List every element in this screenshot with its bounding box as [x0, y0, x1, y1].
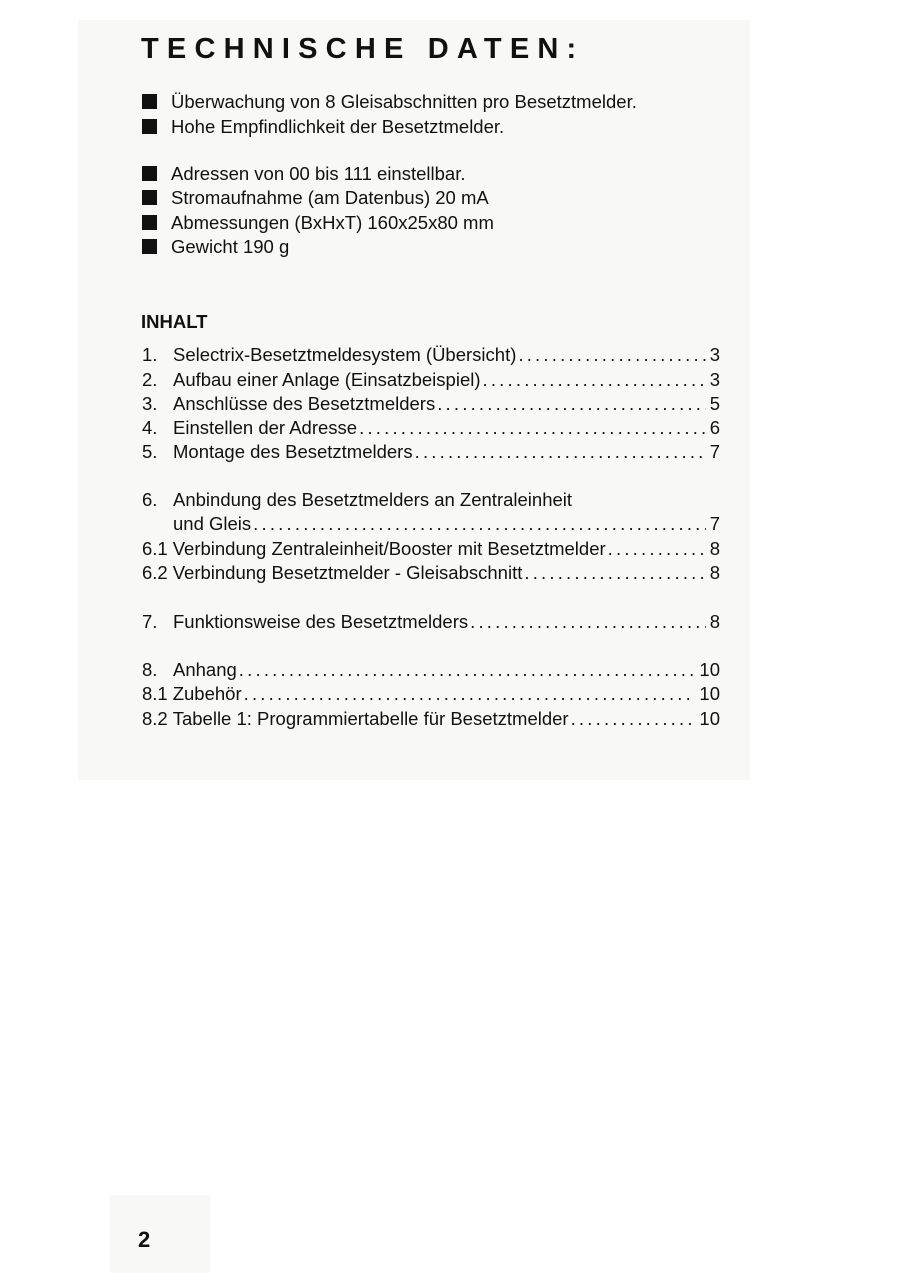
scan-shading-footer — [110, 1195, 210, 1273]
dot-leader — [413, 440, 706, 464]
square-bullet-icon — [142, 119, 157, 134]
spec-text: Stromaufnahme (am Datenbus) 20 mA — [171, 187, 489, 208]
toc-entry — [142, 368, 720, 392]
spec-text: Hohe Empfindlichkeit der Besetztmelder. — [171, 116, 505, 137]
spec-text: Abmessungen (BxHxT) 160x25x80 mm — [171, 212, 494, 233]
square-bullet-icon — [142, 166, 157, 181]
toc-entry — [142, 707, 720, 731]
dot-leader — [481, 368, 706, 392]
spec-item — [142, 236, 289, 258]
toc-entry — [142, 343, 720, 367]
toc-entry-number: 5. — [142, 441, 158, 462]
toc-entry — [142, 610, 720, 634]
spec-item — [142, 91, 637, 113]
spec-text: Adressen von 00 bis 111 einstellbar. — [171, 163, 466, 184]
toc-entry — [142, 488, 720, 512]
spec-text: Überwachung von 8 Gleisabschnitten pro Besetztmelder. — [171, 91, 637, 112]
toc-entry-number: 8.1 — [142, 683, 168, 704]
square-bullet-icon — [142, 215, 157, 230]
toc-entry-page: 7 — [709, 441, 720, 462]
toc-entry-continuation — [142, 512, 720, 536]
toc-entry-page: 5 — [709, 393, 720, 414]
contents-heading: INHALT — [141, 311, 208, 332]
toc-entry-title: Aufbau einer Anlage (Einsatzbeispiel) — [173, 369, 481, 390]
toc-entry-page: 10 — [699, 683, 720, 704]
toc-entry — [142, 561, 720, 585]
toc-entry — [142, 440, 720, 464]
dot-leader — [606, 537, 706, 561]
toc-entry-title: Anschlüsse des Besetztmelders — [173, 393, 436, 414]
toc-entry-title: Verbindung Besetztmelder - Gleisabschnitt — [172, 562, 523, 583]
dot-leader — [242, 682, 696, 706]
toc-entry-title: Funktionsweise des Besetztmelders — [173, 611, 469, 632]
toc-entry-title: Einstellen der Adresse — [173, 417, 358, 438]
toc-entry-title: Selectrix-Besetztmeldesystem (Übersicht) — [173, 344, 517, 365]
toc-entry — [142, 392, 720, 416]
square-bullet-icon — [142, 94, 157, 109]
toc-entry — [142, 658, 720, 682]
toc-entry-number: 6. — [142, 489, 158, 510]
dot-leader — [569, 707, 696, 731]
square-bullet-icon — [142, 190, 157, 205]
spec-item — [142, 187, 489, 209]
toc-entry-page: 10 — [699, 659, 720, 680]
square-bullet-icon — [142, 239, 157, 254]
dot-leader — [237, 658, 696, 682]
toc-entry-page: 8 — [709, 611, 720, 632]
toc-entry-page: 7 — [709, 513, 720, 534]
toc-entry — [142, 682, 720, 706]
toc-entry-page: 3 — [709, 369, 720, 390]
toc-entry-number: 1. — [142, 344, 158, 365]
toc-entry — [142, 537, 720, 561]
toc-entry-title: Anhang — [173, 659, 237, 680]
toc-entry-title-continued: und Gleis — [173, 513, 252, 534]
toc-entry-title: Montage des Besetztmelders — [173, 441, 413, 462]
toc-entry-number: 8. — [142, 659, 158, 680]
toc-entry-title: Zubehör — [172, 683, 242, 704]
page-title: TECHNISCHE DATEN: — [141, 33, 585, 65]
spec-text: Gewicht 190 g — [171, 236, 290, 257]
dot-leader — [357, 416, 706, 440]
toc-entry-title: Tabelle 1: Programmiertabelle für Besetztmelder — [172, 708, 569, 729]
toc-entry-page: 6 — [709, 417, 720, 438]
toc-entry-page: 3 — [709, 344, 720, 365]
dot-leader — [516, 343, 705, 367]
toc-entry-title: Verbindung Zentraleinheit/Booster mit Besetztmelder — [172, 538, 606, 559]
toc-entry-number: 4. — [142, 417, 158, 438]
toc-entry-page: 8 — [709, 562, 720, 583]
toc-entry-page: 10 — [699, 708, 720, 729]
toc-entry-number: 3. — [142, 393, 158, 414]
spec-item — [142, 212, 494, 234]
dot-leader — [251, 512, 706, 536]
toc-entry-title: Anbindung des Besetztmelders an Zentraleinheit — [173, 489, 573, 510]
toc-entry-number: 6.1 — [142, 538, 168, 559]
toc-entry-number: 2. — [142, 369, 158, 390]
spec-item — [142, 163, 465, 185]
spec-item — [142, 116, 504, 138]
dot-leader — [468, 610, 706, 634]
dot-leader — [522, 561, 705, 585]
toc-entry-number: 6.2 — [142, 562, 168, 583]
page-number: 2 — [138, 1227, 151, 1252]
toc-entry-page: 8 — [709, 538, 720, 559]
toc-entry-number: 8.2 — [142, 708, 168, 729]
dot-leader — [435, 392, 705, 416]
toc-entry-number: 7. — [142, 611, 158, 632]
toc-entry — [142, 416, 720, 440]
